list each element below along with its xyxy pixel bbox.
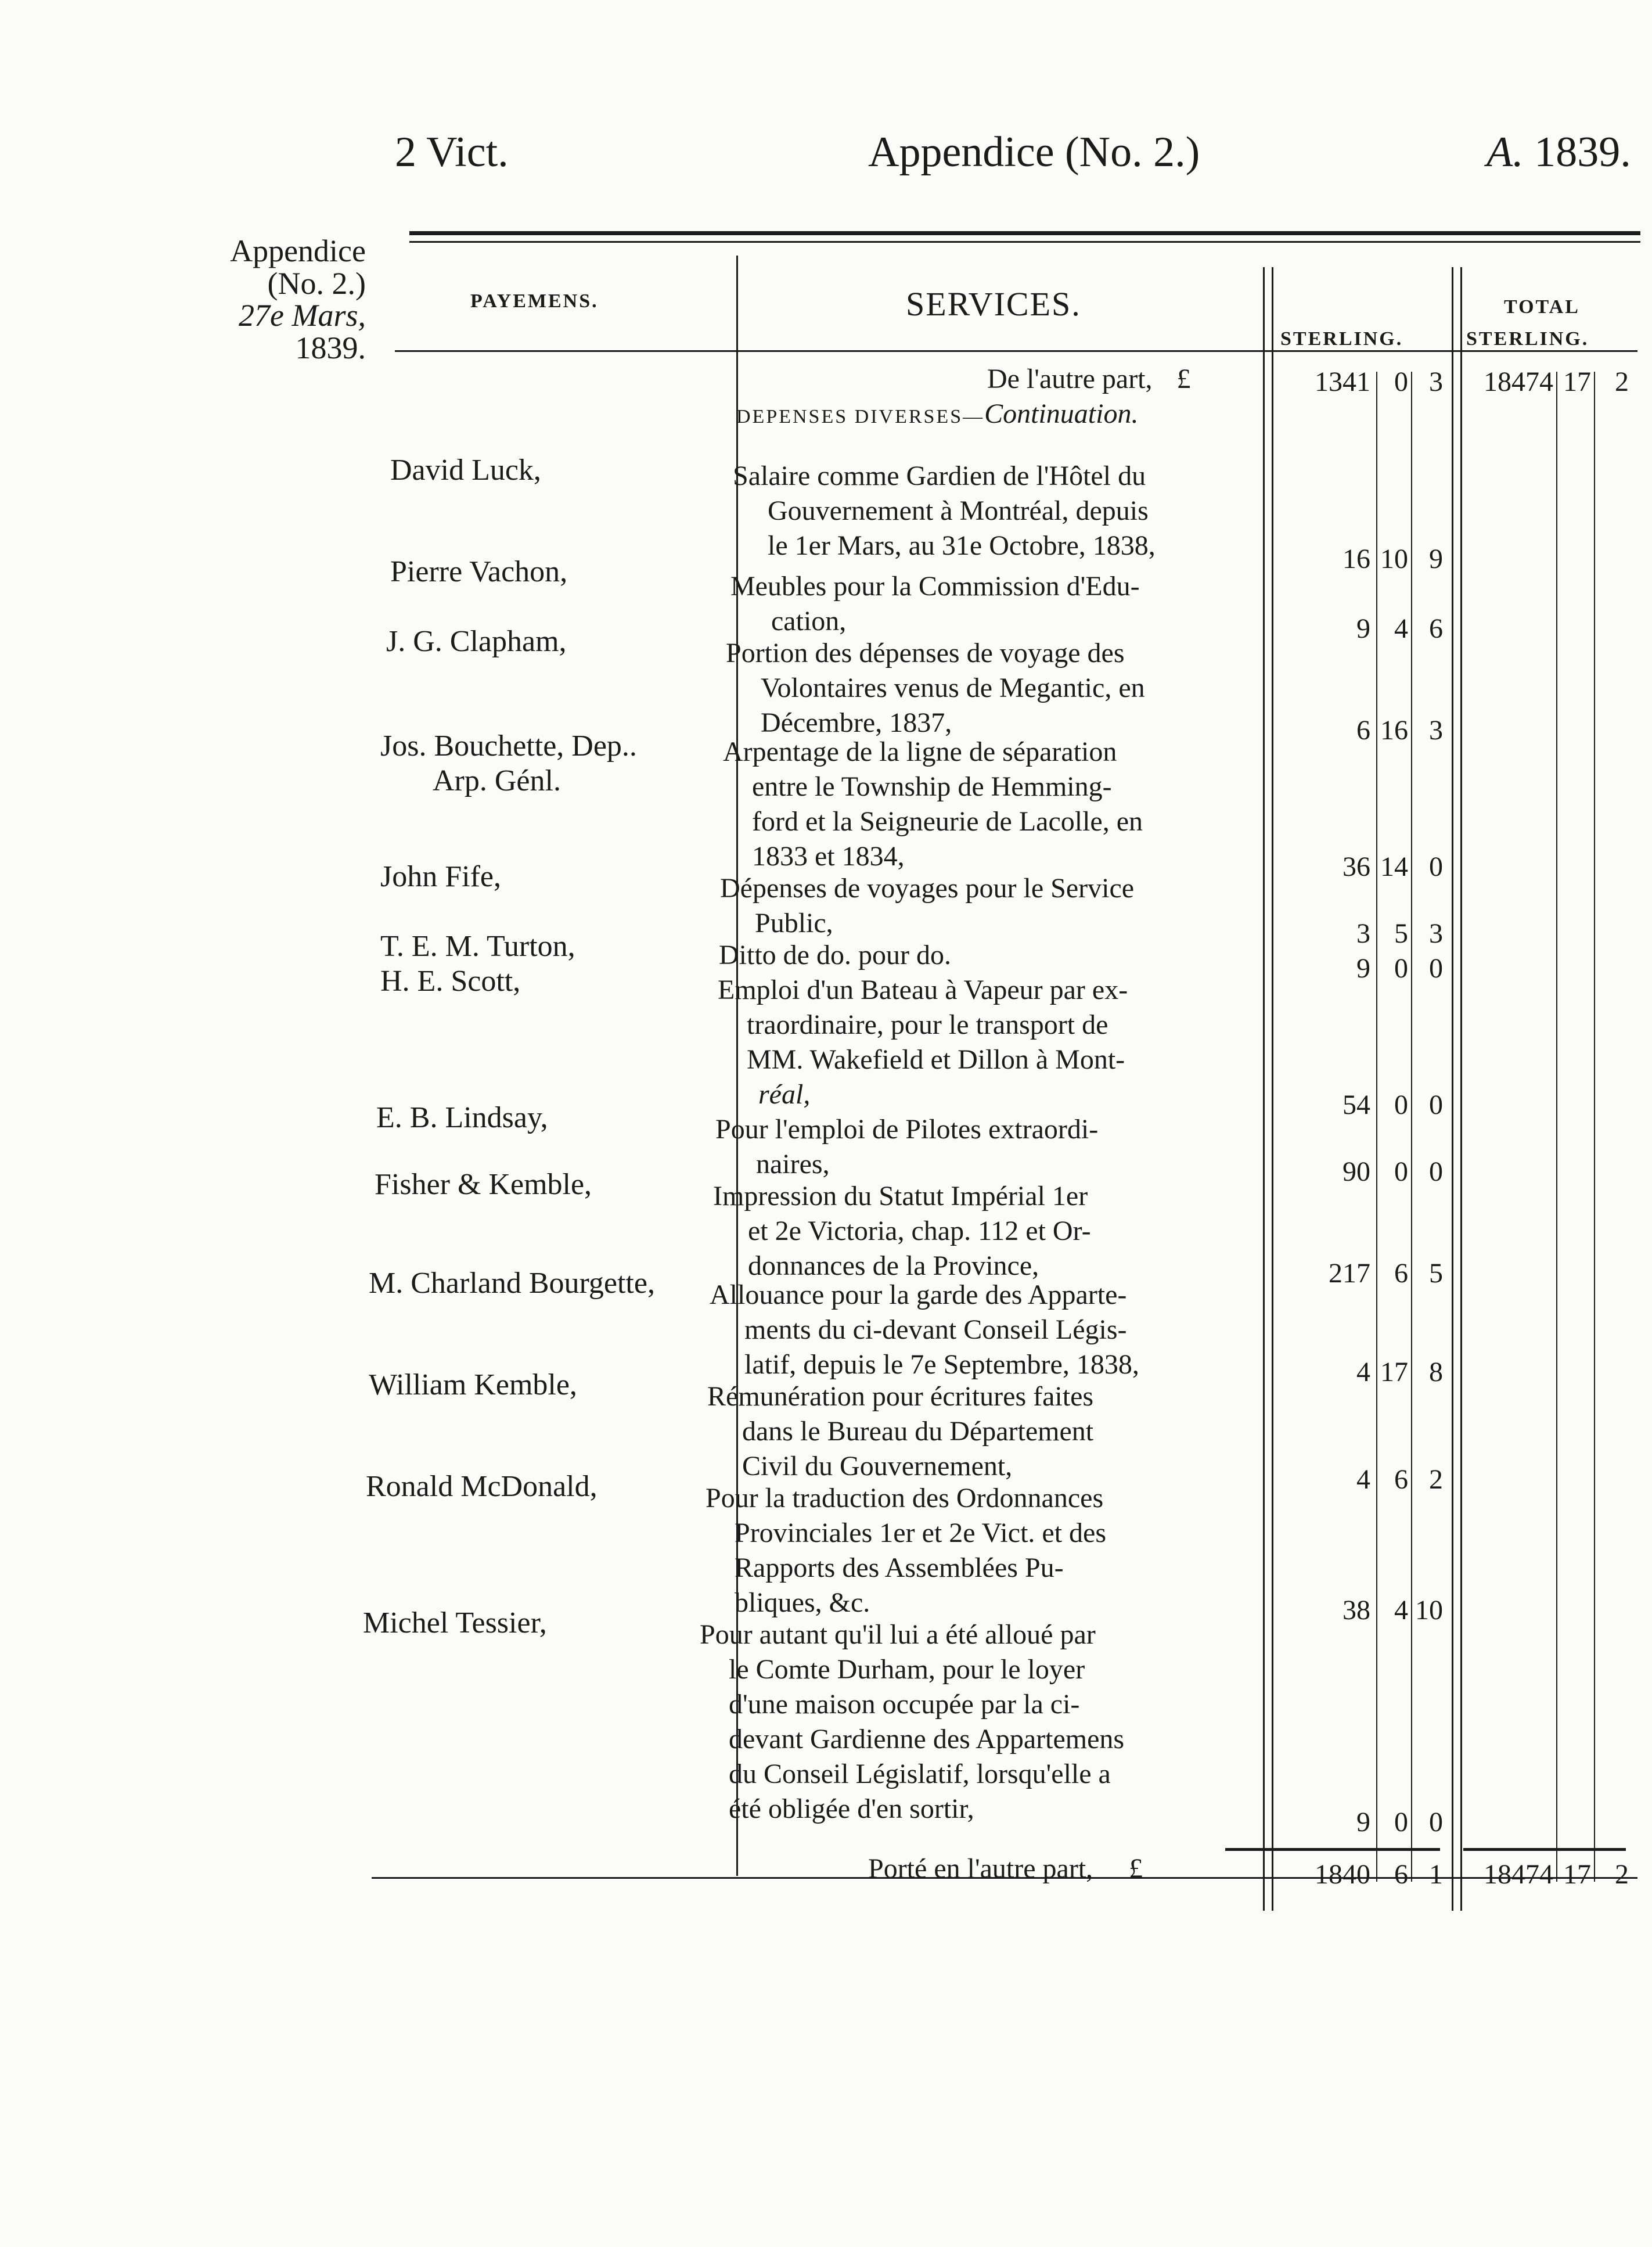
top-double-rule-2: [409, 241, 1640, 243]
amount-shillings: 4: [1394, 1595, 1408, 1626]
sterling-s-divider: [1376, 372, 1377, 1882]
payee-j-g-clapham: J. G. Clapham,: [386, 625, 567, 658]
service-line: dans le Bureau du Département: [742, 1416, 1094, 1447]
amount-shillings: 0: [1394, 953, 1408, 984]
sterling-divider-a: [1452, 267, 1453, 1911]
service-line: Dépenses de voyages pour le Service: [720, 873, 1135, 904]
sterling-divider-b: [1460, 267, 1462, 1911]
service-line: ford et la Seigneurie de Lacolle, en: [752, 806, 1143, 837]
service-line: ments du ci-devant Conseil Légis-: [744, 1314, 1127, 1345]
section-heading-caps: DEPENSES DIVERSES—: [736, 406, 985, 427]
amount-pence: 5: [1429, 1258, 1443, 1289]
service-jos-bouchette: [723, 735, 1251, 874]
carried-forward-label: [868, 1853, 1143, 1885]
sum-rule-total: [1463, 1848, 1626, 1851]
brought-forward-text: De l'autre part,: [987, 364, 1153, 394]
service-line: MM. Wakefield et Dillon à Mont-: [747, 1044, 1125, 1075]
service-line: Salaire comme Gardien de l'Hôtel du: [733, 461, 1146, 491]
service-j-g-clapham: [726, 636, 1254, 740]
payee-michel-tessier: Michel Tessier,: [363, 1606, 547, 1640]
amount-pounds: 36: [1343, 851, 1370, 882]
service-line: Meubles pour la Commission d'Edu-: [730, 571, 1140, 602]
sum-rule-sterling: [1225, 1848, 1440, 1851]
service-line: Pour autant qu'il lui a été alloué par: [700, 1619, 1096, 1650]
service-line: traordinaire, pour le transport de: [747, 1009, 1108, 1040]
payee-william-kemble: William Kemble,: [369, 1368, 577, 1401]
amount-shillings: 5: [1394, 918, 1408, 949]
amount-shillings: 10: [1380, 544, 1408, 574]
amount-shillings: 16: [1380, 715, 1408, 746]
service-line: Décembre, 1837,: [761, 707, 952, 738]
sterling-d-divider: [1411, 372, 1412, 1882]
service-line: Volontaires venus de Megantic, en: [761, 673, 1145, 703]
brought-forward-currency: £: [1176, 364, 1191, 394]
payee-jos-bouchette: Jos. Bouchette, Dep..: [380, 729, 637, 763]
service-line: devant Gardienne des Appartemens: [729, 1724, 1125, 1755]
margin-number: (No. 2.): [267, 265, 366, 301]
service-charland-bourgette: [710, 1278, 1238, 1382]
service-line: naires,: [756, 1149, 830, 1180]
col-services: SERVICES.: [906, 285, 1081, 323]
col-sterling: STERLING.: [1280, 328, 1403, 350]
service-line: Rapports des Assemblées Pu-: [735, 1552, 1064, 1583]
amount-pounds: 90: [1343, 1156, 1370, 1187]
service-line: Impression du Statut Impérial 1er: [713, 1181, 1088, 1211]
amount-pence: 6: [1429, 613, 1443, 644]
amount-shillings: 0: [1394, 1807, 1408, 1838]
payee-john-fife: John Fife,: [380, 860, 501, 893]
margin-note: [174, 235, 366, 364]
service-line: Gouvernement à Montréal, depuis: [768, 495, 1149, 526]
amount-pence: 0: [1429, 1156, 1443, 1187]
col-payees: PAYEMENS.: [470, 290, 599, 312]
amount-pence: 8: [1429, 1357, 1443, 1387]
carried-forward-currency: £: [1129, 1853, 1143, 1884]
amount-pence: 0: [1429, 1090, 1443, 1120]
amount-pounds: 9: [1356, 613, 1370, 644]
payee-e-b-lindsay: E. B. Lindsay,: [376, 1101, 548, 1134]
carried-forward-text: Porté en l'autre part,: [868, 1853, 1093, 1884]
amount-pence: 10: [1415, 1595, 1443, 1626]
service-line: Emploi d'un Bateau à Vapeur par ex-: [718, 975, 1128, 1005]
year-letter: A.: [1487, 128, 1524, 176]
service-line: Civil du Gouvernement,: [742, 1451, 1013, 1482]
year-number: 1839.: [1534, 128, 1631, 176]
col-total-1: TOTAL: [1504, 296, 1580, 318]
service-line: Ditto de do. pour do.: [719, 940, 951, 970]
margin-appendix: Appendice: [230, 233, 366, 268]
margin-date: 27e Mars,: [239, 298, 366, 333]
bf-pounds: 1341: [1315, 366, 1370, 397]
amount-shillings: 17: [1380, 1357, 1408, 1387]
service-e-b-lindsay: [715, 1112, 1244, 1182]
total-d-divider: [1594, 372, 1595, 1882]
amount-shillings: 6: [1394, 1258, 1408, 1289]
amount-shillings: 14: [1380, 851, 1408, 882]
payee-h-e-scott: H. E. Scott,: [380, 965, 521, 998]
service-line: du Conseil Législatif, lorsqu'elle a: [729, 1759, 1111, 1789]
bf-pence: 3: [1429, 366, 1443, 397]
cf-total-shillings: 17: [1563, 1859, 1591, 1890]
amount-shillings: 6: [1394, 1464, 1408, 1495]
service-line: 1833 et 1834,: [752, 841, 905, 872]
amount-pounds: 9: [1356, 953, 1370, 984]
payee-david-luck: David Luck,: [390, 454, 541, 487]
cf-total-pence: 2: [1615, 1859, 1629, 1890]
service-line: et 2e Victoria, chap. 112 et Or-: [748, 1216, 1091, 1246]
service-david-luck: [733, 459, 1261, 563]
amount-pence: 0: [1429, 851, 1443, 882]
payee-pierre-vachon: Pierre Vachon,: [390, 555, 568, 588]
service-h-e-scott: [718, 973, 1246, 1112]
amount-pounds: 3: [1356, 918, 1370, 949]
amount-pounds: 38: [1343, 1595, 1370, 1626]
margin-year: 1839.: [295, 330, 366, 365]
service-line: le 1er Mars, au 31e Octobre, 1838,: [768, 530, 1156, 561]
bf-total-shillings: 17: [1563, 366, 1591, 397]
amount-pence: 3: [1429, 715, 1443, 746]
service-line: cation,: [771, 606, 847, 637]
service-line: bliques, &c.: [735, 1587, 870, 1618]
service-line: Allouance pour la garde des Apparte-: [710, 1279, 1127, 1310]
service-line: le Comte Durham, pour le loyer: [729, 1654, 1085, 1685]
service-line: Arpentage de la ligne de séparation: [723, 736, 1117, 767]
header-rule: [395, 350, 1637, 352]
amount-pounds: 4: [1356, 1357, 1370, 1387]
amount-pence: 2: [1429, 1464, 1443, 1495]
service-turton: [719, 938, 1247, 973]
brought-forward-label: [987, 363, 1191, 395]
services-divider-b: [1272, 267, 1273, 1911]
year-label: [1487, 128, 1631, 177]
amount-shillings: 4: [1394, 613, 1408, 644]
top-double-rule-1: [409, 231, 1640, 235]
section-heading: [736, 398, 1138, 430]
cf-pounds: 1840: [1315, 1859, 1370, 1890]
service-fisher-kemble: [713, 1179, 1241, 1284]
service-john-fife: [720, 871, 1248, 941]
amount-pence: 0: [1429, 953, 1443, 984]
cf-shillings: 6: [1394, 1859, 1408, 1890]
service-ronald-mcdonald: [706, 1481, 1234, 1620]
payee-ronald-mcdonald: Ronald McDonald,: [366, 1470, 598, 1503]
service-michel-tessier: [700, 1617, 1228, 1827]
section-heading-continuation: Continuation.: [984, 398, 1139, 429]
service-line: Portion des dépenses de voyage des: [726, 638, 1125, 668]
page-title: Appendice (No. 2.): [868, 128, 1200, 176]
amount-pounds: 4: [1356, 1464, 1370, 1495]
service-line: Provinciales 1er et 2e Vict. et des: [735, 1518, 1107, 1548]
amount-pounds: 16: [1343, 544, 1370, 574]
payee-jos-bouchette-title: Arp. Génl.: [433, 764, 561, 797]
amount-shillings: 0: [1394, 1090, 1408, 1120]
service-line: Pour l'emploi de Pilotes extraordi-: [715, 1114, 1099, 1145]
services-divider-a: [1263, 267, 1265, 1911]
service-line: Public,: [755, 908, 833, 939]
service-line: Rémunération pour écritures faites: [707, 1381, 1094, 1412]
bf-total-pence: 2: [1615, 366, 1629, 397]
amount-pounds: 6: [1356, 715, 1370, 746]
service-line: entre le Township de Hemming-: [752, 771, 1112, 802]
amount-pence: 3: [1429, 918, 1443, 949]
bf-total-pounds: 18474: [1484, 366, 1553, 397]
service-line: été obligée d'en sortir,: [729, 1793, 974, 1824]
payee-turton: T. E. M. Turton,: [380, 930, 575, 963]
amount-pounds: 54: [1343, 1090, 1370, 1120]
amount-pounds: 9: [1356, 1807, 1370, 1838]
service-line: latif, depuis le 7e Septembre, 1838,: [744, 1349, 1139, 1380]
service-line: donnances de la Province,: [748, 1250, 1039, 1281]
amount-pence: 0: [1429, 1807, 1443, 1838]
payee-charland-bourgette: M. Charland Bourgette,: [369, 1267, 655, 1300]
service-line: d'une maison occupée par la ci-: [729, 1689, 1080, 1720]
service-line: réal,: [758, 1079, 811, 1110]
bf-shillings: 0: [1394, 366, 1408, 397]
total-s-divider: [1556, 372, 1557, 1882]
cf-pence: 1: [1429, 1859, 1443, 1890]
session-label: 2 Vict.: [395, 128, 509, 176]
service-william-kemble: [707, 1379, 1236, 1484]
service-pierre-vachon: [730, 569, 1259, 639]
service-line: Pour la traduction des Ordonnances: [706, 1483, 1104, 1513]
amount-shillings: 0: [1394, 1156, 1408, 1187]
amount-pence: 9: [1429, 544, 1443, 574]
payee-fisher-kemble: Fisher & Kemble,: [375, 1168, 592, 1201]
amount-pounds: 217: [1329, 1258, 1370, 1289]
col-total-2: STERLING.: [1466, 328, 1589, 350]
cf-total-pounds: 18474: [1484, 1859, 1553, 1890]
